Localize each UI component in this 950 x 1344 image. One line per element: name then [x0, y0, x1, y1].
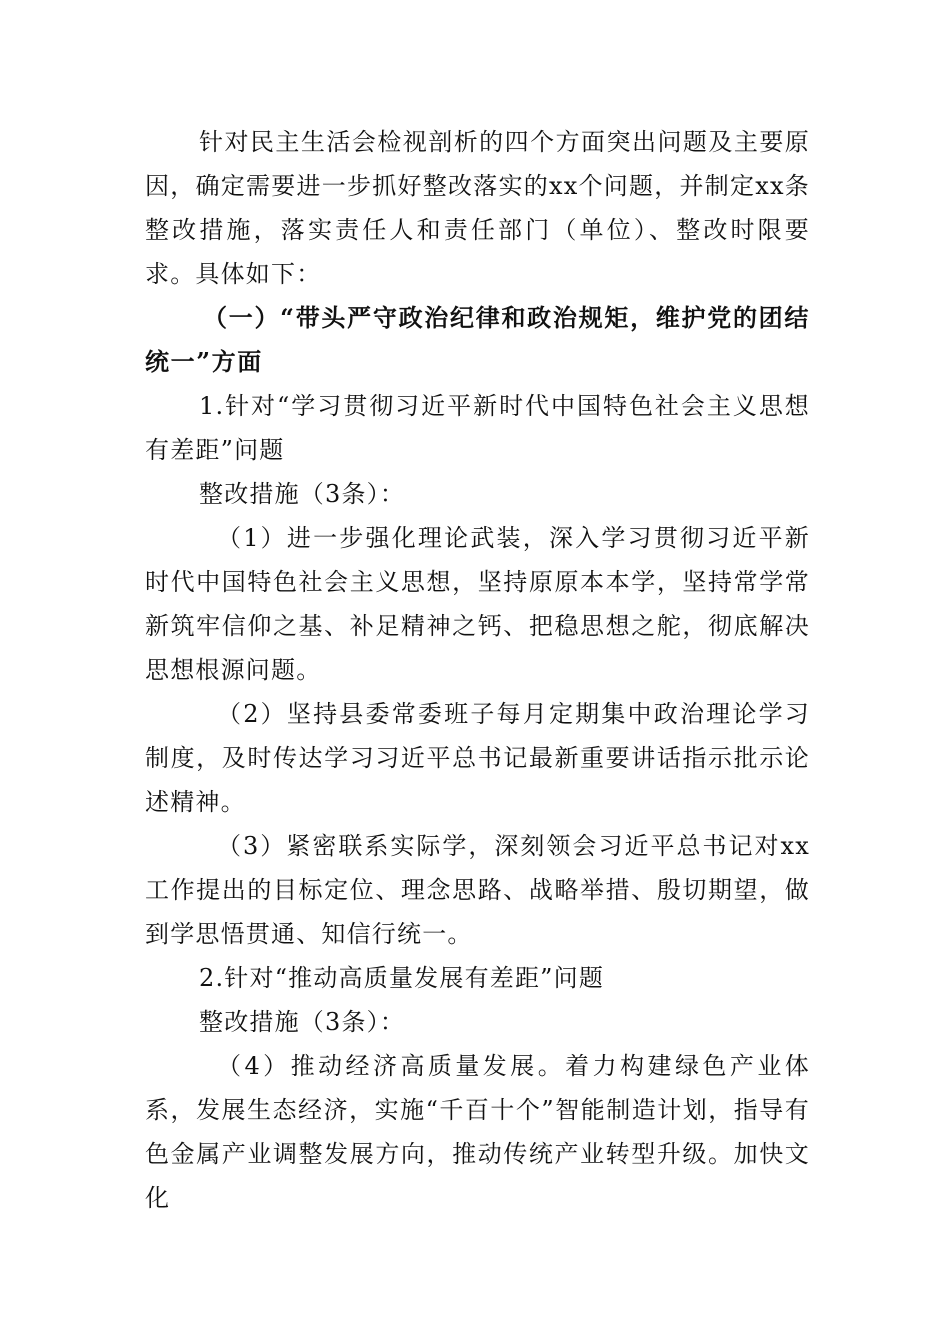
measures-label-two: 整改措施（3条）：: [199, 1008, 406, 1036]
document-body: [145, 120, 810, 1220]
measure-item-4: （4）推动经济高质量发展。着力构建绿色产业体系，发展生态经济，实施“千百十个”智能制造计划，指导有色金属产业调整发展方向，推动传统产业转型升级。加快文化: [145, 1052, 810, 1212]
intro-paragraph: 针对民主生活会检视剖析的四个方面突出问题及主要原因，确定需要进一步抓好整改落实的xx个问题，并制定xx条整改措施，落实责任人和责任部门（单位）、整改时限要求。具体如下：: [145, 128, 810, 288]
measures-label-one: 整改措施（3条）：: [199, 480, 406, 508]
issue-heading-two: 2.针对“推动高质量发展有差距”问题: [199, 964, 605, 992]
section-heading-one: （一）“带头严守政治纪律和政治规矩，维护党的团结统一”方面: [145, 303, 810, 376]
measure-item-1: （1）进一步强化理论武装，深入学习贯彻习近平新时代中国特色社会主义思想，坚持原原本本学，坚持常学常新筑牢信仰之基、补足精神之钙、把稳思想之舵，彻底解决思想根源问题。: [145, 524, 810, 684]
measure-item-3: （3）紧密联系实际学，深刻领会习近平总书记对xx工作提出的目标定位、理念思路、战略举措、殷切期望，做到学思悟贯通、知信行统一。: [145, 832, 810, 948]
issue-heading-one: 1.针对“学习贯彻习近平新时代中国特色社会主义思想有差距”问题: [145, 392, 810, 464]
measure-item-2: （2）坚持县委常委班子每月定期集中政治理论学习制度，及时传达学习习近平总书记最新重要讲话指示批示论述精神。: [145, 700, 810, 816]
